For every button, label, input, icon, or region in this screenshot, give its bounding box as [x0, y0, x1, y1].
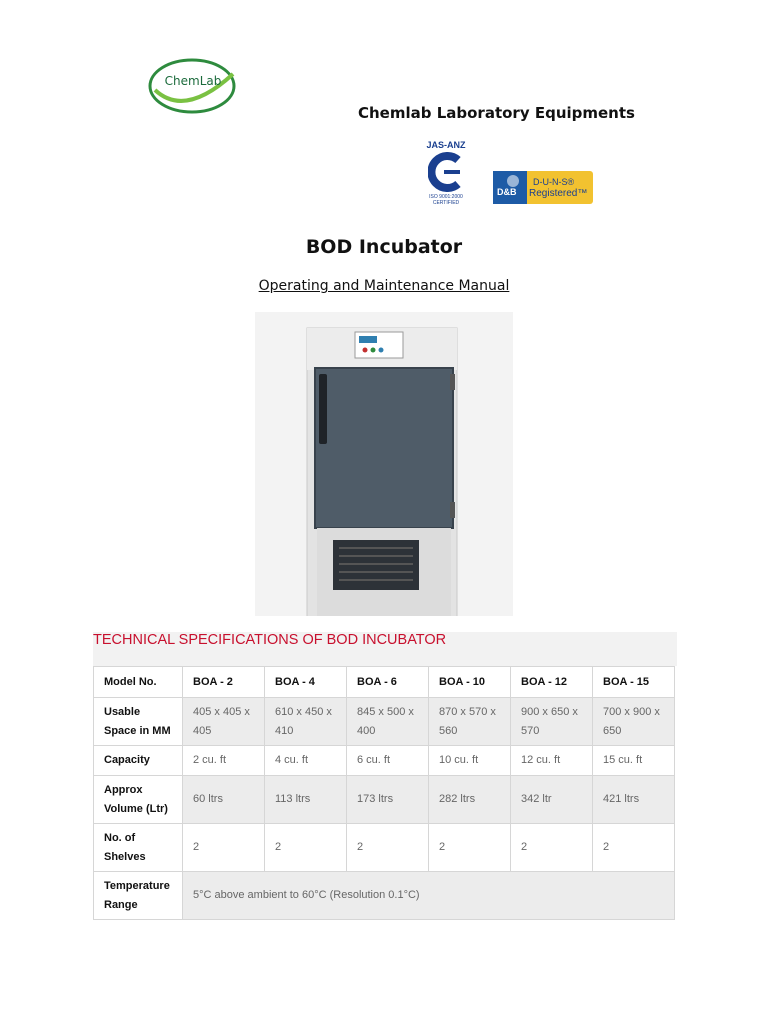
- spec-heading: TECHNICAL SPECIFICATIONS OF BOD INCUBATOR: [93, 632, 447, 648]
- table-row: [94, 746, 675, 776]
- table-row: [94, 698, 675, 746]
- company-name: Chemlab Laboratory Equipments: [358, 104, 635, 122]
- row-label: Capacity: [94, 746, 183, 776]
- table-cell: 2: [265, 824, 347, 872]
- table-cell: 282 ltrs: [429, 776, 511, 824]
- bod-incubator-photo: [255, 312, 513, 616]
- table-cell: 113 ltrs: [265, 776, 347, 824]
- table-cell: 2: [511, 824, 593, 872]
- table-cell: 2: [593, 824, 675, 872]
- table-cell: 2: [347, 824, 429, 872]
- table-header-row: [94, 667, 675, 698]
- table-cell: 6 cu. ft: [347, 746, 429, 776]
- logo-text: ChemLab: [164, 74, 222, 88]
- table-row: [94, 872, 675, 920]
- table-cell: 4 cu. ft: [265, 746, 347, 776]
- document-subtitle: Operating and Maintenance Manual: [258, 278, 510, 294]
- table-cell: 405 x 405 x 405: [183, 698, 265, 746]
- row-label: Approx Volume (Ltr): [94, 776, 183, 824]
- table-row: [94, 776, 675, 824]
- table-cell: 610 x 450 x 410: [265, 698, 347, 746]
- model-cell: BOA - 12: [511, 667, 593, 698]
- cert-title: JAS-ANZ: [426, 140, 466, 150]
- table-cell: 12 cu. ft: [511, 746, 593, 776]
- model-cell: BOA - 10: [429, 667, 511, 698]
- table-cell: 10 cu. ft: [429, 746, 511, 776]
- cert-subtitle: ISO 9001:2000 CERTIFIED: [429, 194, 463, 206]
- table-cell: 15 cu. ft: [593, 746, 675, 776]
- duns-registered-badge: [493, 171, 593, 204]
- table-cell: 845 x 500 x 400: [347, 698, 429, 746]
- row-label: Usable Space in MM: [94, 698, 183, 746]
- header-label: Model No.: [94, 667, 183, 698]
- spec-table: [93, 666, 675, 920]
- duns-text: D-U-N-S®: [533, 177, 575, 187]
- table-cell: 60 ltrs: [183, 776, 265, 824]
- row-label: No. of Shelves: [94, 824, 183, 872]
- table-cell: 900 x 650 x 570: [511, 698, 593, 746]
- row-label: Temperature Range: [94, 872, 183, 920]
- table-cell: 870 x 570 x 560: [429, 698, 511, 746]
- model-cell: BOA - 2: [183, 667, 265, 698]
- table-cell: 2: [429, 824, 511, 872]
- iso-c-icon: [428, 152, 464, 192]
- document-title: BOD Incubator: [305, 236, 463, 258]
- model-cell: BOA - 15: [593, 667, 675, 698]
- model-cell: BOA - 6: [347, 667, 429, 698]
- temperature-value: 5°C above ambient to 60°C (Resolution 0.1°C): [183, 872, 675, 920]
- table-cell: 421 ltrs: [593, 776, 675, 824]
- chemlab-logo: [145, 52, 241, 118]
- table-cell: 2 cu. ft: [183, 746, 265, 776]
- table-cell: 173 ltrs: [347, 776, 429, 824]
- jas-anz-certification-logo: [418, 140, 474, 206]
- table-cell: 700 x 900 x 650: [593, 698, 675, 746]
- model-cell: BOA - 4: [265, 667, 347, 698]
- registered-text: Registered™: [529, 188, 588, 199]
- document-subtitle-wrap: [0, 278, 768, 294]
- spec-heading-band: [93, 632, 677, 666]
- dnb-text: D&B: [497, 187, 517, 197]
- table-cell: 342 ltr: [511, 776, 593, 824]
- table-cell: 2: [183, 824, 265, 872]
- table-row: [94, 824, 675, 872]
- incubator-illustration: [255, 312, 513, 616]
